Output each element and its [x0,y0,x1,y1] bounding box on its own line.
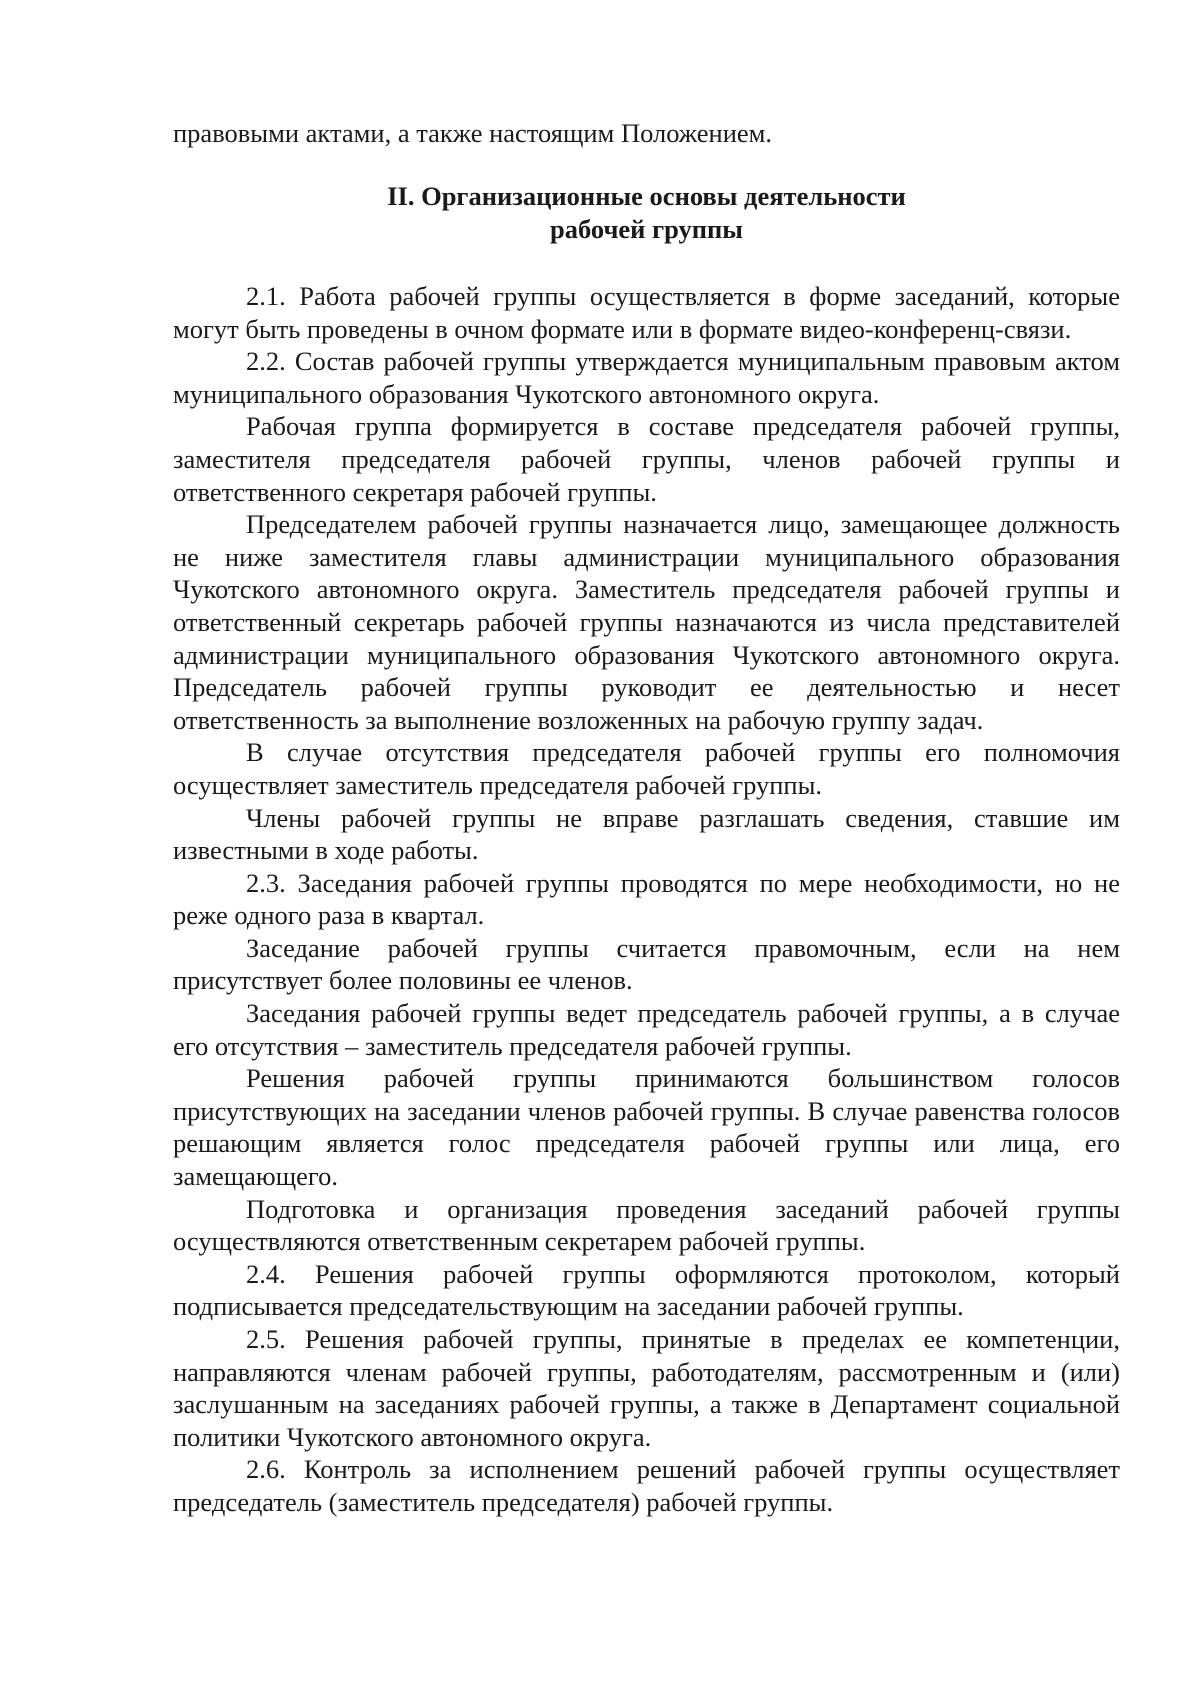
paragraph-2-4: 2.4. Решения рабочей группы оформляются протоколом, который подписывается председательствующим на заседании рабочей группы. [173,1258,1120,1322]
paragraph-chairman: Председателем рабочей группы назначается лицо, замещающее должность не ниже заместителя главы администрации муниципального образования Чукотского автономного округа. Заместитель председателя рабочей группы и ответственный секретарь рабочей группы назначаются из числа представителей администрации муниципального образования Чукотского автономного округа. Председатель рабочей группы руководит ее деятельностью и несет ответственность за выполнение возложенных на рабочую группу задач. [173,509,1120,735]
paragraph-confidentiality: Члены рабочей группы не вправе разглашать сведения, ставшие им известными в ходе работы. [173,802,1120,866]
paragraph-2-3: 2.3. Заседания рабочей группы проводятся по мере необходимости, но не реже одного раза в квартал. [173,867,1120,931]
paragraph-2-6: 2.6. Контроль за исполнением решений рабочей группы осуществляет председатель (заместитель председателя) рабочей группы. [173,1454,1120,1517]
continuation-line: правовыми актами, а также настоящим Положением. [173,118,773,148]
paragraph-composition: Рабочая группа формируется в составе председателя рабочей группы, заместителя председателя рабочей группы, членов рабочей группы и ответственного секретаря рабочей группы. [173,411,1120,507]
section-heading-line-2: рабочей группы [550,214,743,244]
paragraph-deputy: В случае отсутствия председателя рабочей группы его полномочия осуществляет заместитель председателя рабочей группы. [173,737,1120,800]
paragraph-2-2: 2.2. Состав рабочей группы утверждается муниципальным правовым актом муниципального образования Чукотского автономного округа. [173,346,1120,409]
paragraph-preparation: Подготовка и организация проведения заседаний рабочей группы осуществляются ответственным секретарем рабочей группы. [173,1193,1120,1257]
paragraph-2-1: 2.1. Работа рабочей группы осуществляется в форме заседаний, которые могут быть проведены в очном формате или в формате видео-конференц-связи. [173,281,1120,344]
paragraph-meeting-lead: Заседания рабочей группы ведет председатель рабочей группы, а в случае его отсутствия – заместитель председателя рабочей группы. [173,998,1120,1061]
paragraph-decisions: Решения рабочей группы принимаются большинством голосов присутствующих на заседании членов рабочей группы. В случае равенства голосов решающим является голос председателя рабочей группы или лица, его замещающего. [173,1063,1120,1192]
paragraph-2-5: 2.5. Решения рабочей группы, принятые в пределах ее компетенции, направляются членам рабочей группы, работодателям, рассмотренным и (или) заслушанным на заседаниях рабочей группы, а также в Департамент социальной политики Чукотского автономного округа. [173,1324,1120,1452]
section-body [173,280,1120,1519]
section-heading [173,180,1120,246]
section-heading-line-1: II. Организационные основы деятельности [387,181,906,211]
paragraph-quorum: Заседание рабочей группы считается правомочным, если на нем присутствует более половины ее членов. [173,932,1120,996]
